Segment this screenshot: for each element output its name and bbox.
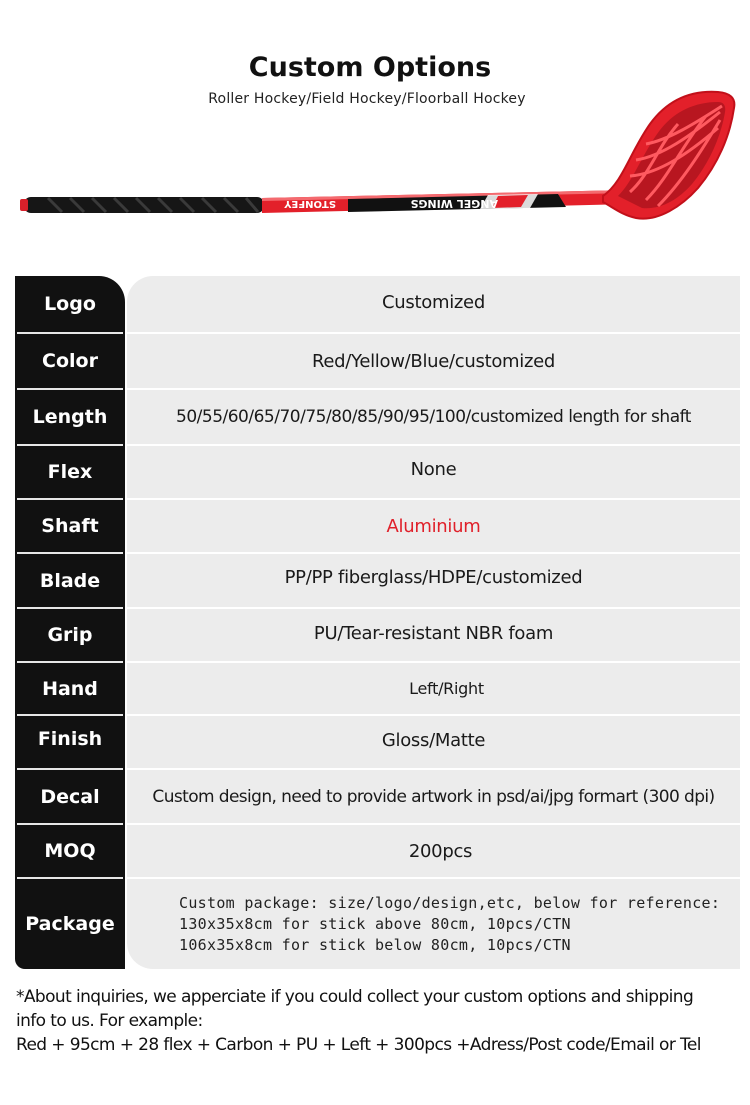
shaft-text-brand: STONFEY xyxy=(284,198,336,209)
option-value: Gloss/Matte xyxy=(381,729,486,751)
option-value: Custom design, need to provide artwork in psd/ai/jpg formart (300 dpi) xyxy=(152,786,715,807)
option-value: None xyxy=(410,458,457,480)
option-label: Grip xyxy=(47,624,93,646)
option-label: Package xyxy=(25,913,115,935)
option-row-blade xyxy=(15,554,740,607)
notes-line: *About inquiries, we apperciate if you could collect your custom options and shipping xyxy=(16,987,694,1007)
option-label: Shaft xyxy=(41,515,99,537)
option-row-shaft xyxy=(15,500,740,552)
option-row-hand xyxy=(15,663,740,714)
option-row-grip xyxy=(15,609,740,661)
option-value xyxy=(127,879,740,969)
option-row-moq xyxy=(15,825,740,877)
hockey-stick-image xyxy=(18,84,738,234)
package-line: Custom package: size/logo/design,etc, below for reference: xyxy=(179,893,721,912)
option-value: PU/Tear-resistant NBR foam xyxy=(313,622,554,644)
notes-line: Red + 95cm + 28 flex + Carbon + PU + Left + 300pcs +Adress/Post code/Email or Tel xyxy=(16,1035,701,1055)
option-value: PP/PP fiberglass/HDPE/customized xyxy=(284,567,583,588)
option-row-color xyxy=(15,334,740,388)
option-label: MOQ xyxy=(44,840,96,862)
package-line: 106x35x8cm for stick below 80cm, 10pcs/CTN xyxy=(179,935,571,954)
option-label: Finish xyxy=(37,728,103,750)
option-row-flex xyxy=(15,446,740,498)
option-label: Hand xyxy=(42,677,98,700)
option-value: 50/55/60/65/70/75/80/85/90/95/100/customized length for shaft xyxy=(176,407,691,427)
option-value: 200pcs xyxy=(408,840,473,862)
page-subtitle: Roller Hockey/Field Hockey/Floorball Hockey xyxy=(208,91,526,107)
option-value: Customized xyxy=(382,291,485,313)
option-row-decal xyxy=(15,770,740,823)
option-value: Red/Yellow/Blue/customized xyxy=(311,350,556,372)
option-label: Logo xyxy=(44,293,96,315)
option-label: Length xyxy=(32,406,108,428)
option-row-finish xyxy=(15,716,740,768)
option-value: Aluminium xyxy=(386,515,481,537)
package-line: 130x35x8cm for stick above 80cm, 10pcs/CTN xyxy=(179,914,571,933)
option-row-package xyxy=(15,879,740,969)
options-table xyxy=(15,276,740,969)
option-value: Left/Right xyxy=(409,679,484,698)
page-title: Custom Options xyxy=(248,52,492,83)
shaft-text-model: ANGEL WINGS xyxy=(410,197,498,210)
option-label: Decal xyxy=(40,785,100,808)
option-label: Blade xyxy=(39,569,101,592)
option-row-logo xyxy=(15,276,740,332)
inquiry-notes xyxy=(16,985,741,1057)
option-label: Flex xyxy=(47,461,93,483)
option-label: Color xyxy=(42,350,98,372)
option-row-length xyxy=(15,390,740,444)
notes-line: info to us. For example: xyxy=(16,1011,203,1031)
